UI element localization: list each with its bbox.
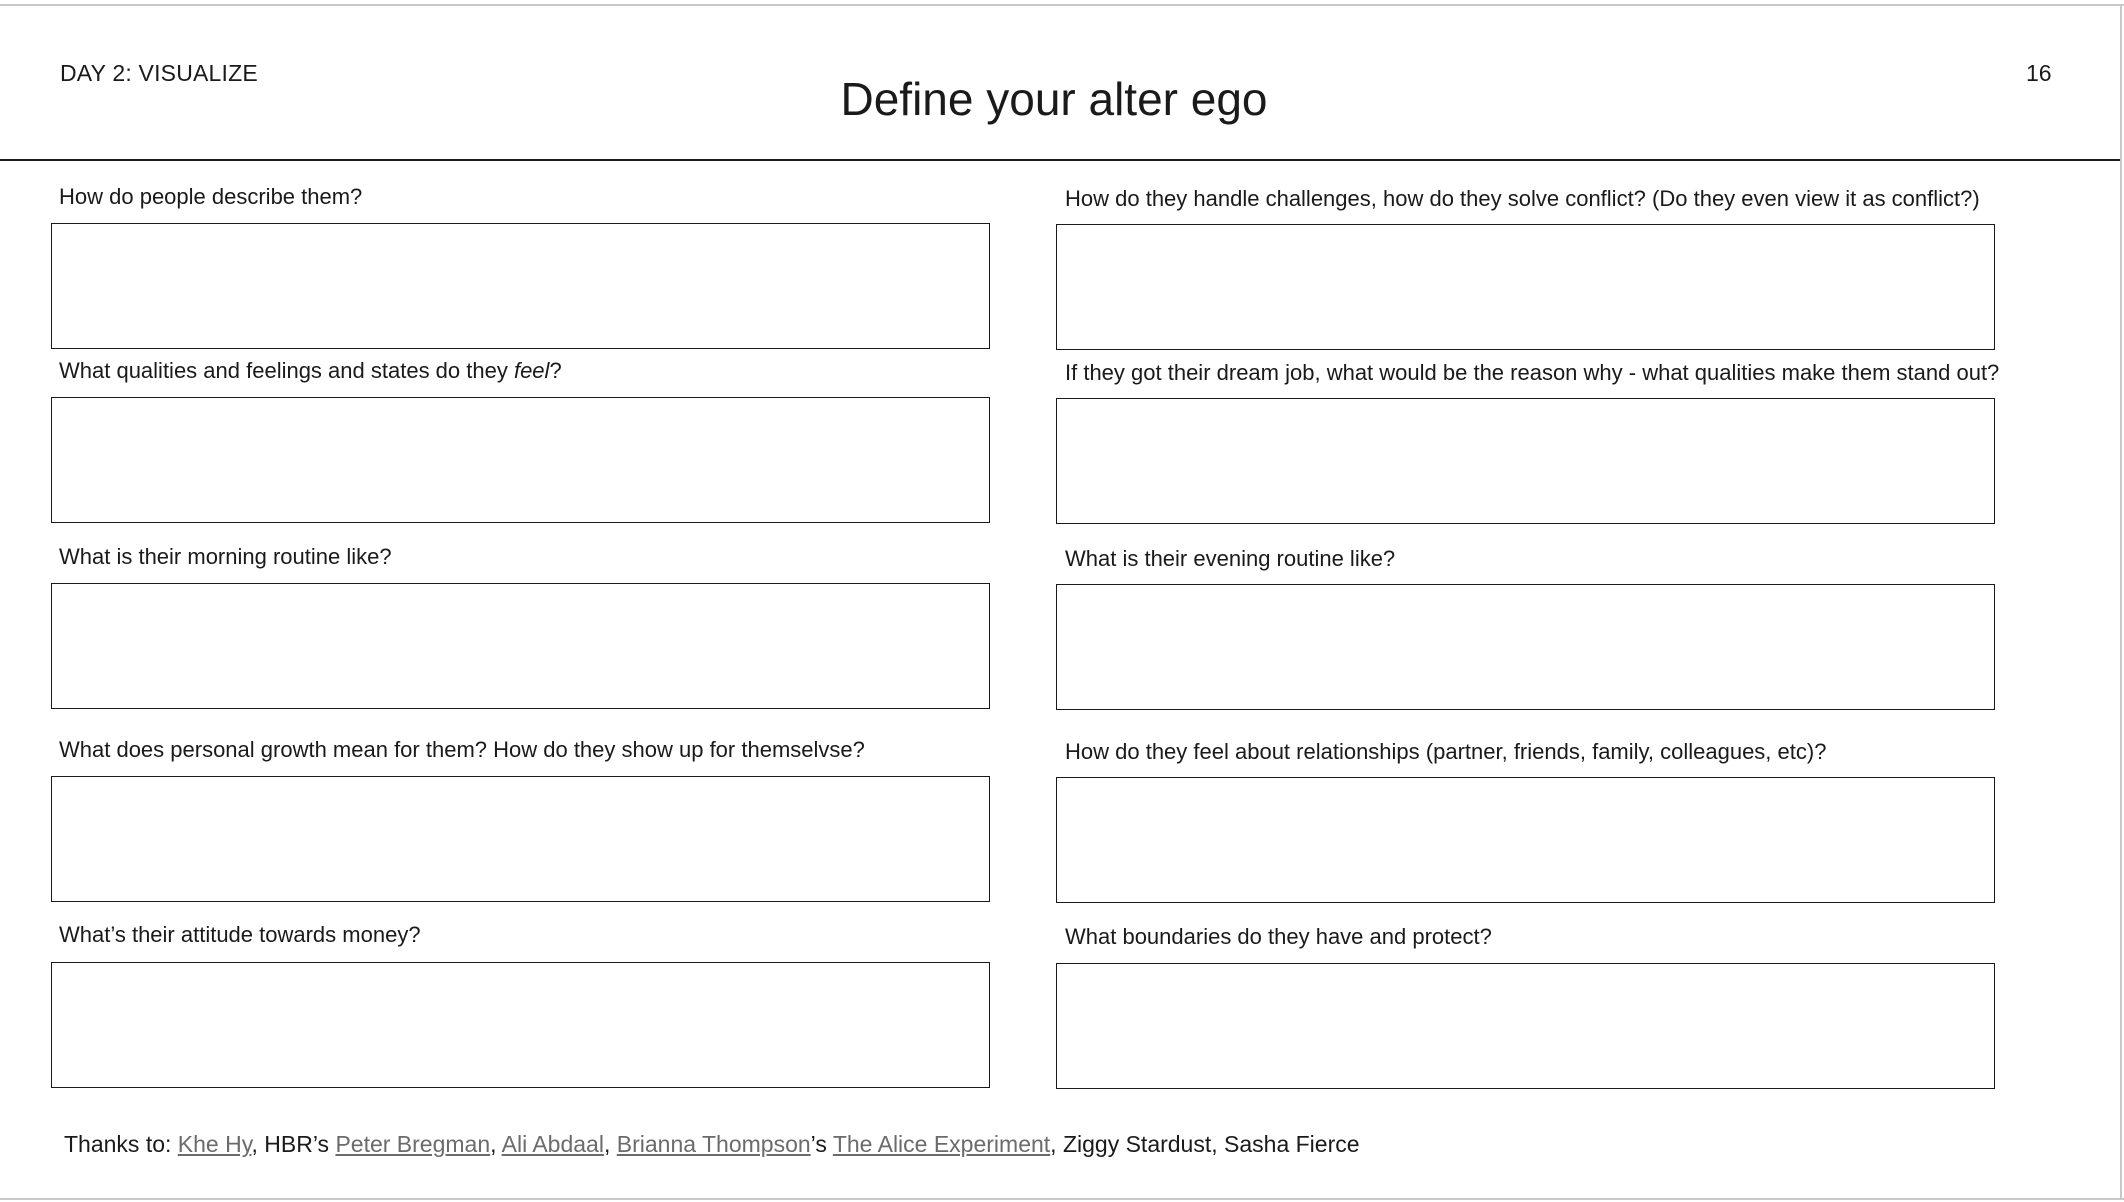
credit-link-ali-abdaal[interactable]: Ali Abdaal (501, 1131, 604, 1157)
credits-separator: , (490, 1131, 502, 1157)
question-qualities-emphasis: feel (513, 358, 550, 383)
question-evening-routine: What is their evening routine like? (1065, 546, 1396, 571)
credits-prefix: Thanks to: (64, 1131, 178, 1157)
answer-box-money[interactable] (51, 962, 990, 1088)
section-label: DAY 2: VISUALIZE (60, 60, 258, 86)
answer-box-qualities[interactable] (51, 397, 990, 523)
page-number: 16 (2026, 60, 2052, 86)
answer-box-boundaries[interactable] (1056, 963, 1995, 1089)
answer-box-morning-routine[interactable] (51, 583, 990, 709)
page-title: Define your alter ego (840, 73, 1268, 125)
credits-line (64, 1131, 1360, 1158)
page-frame-top (0, 4, 2124, 6)
page-frame-bottom (0, 1198, 2124, 1200)
question-dream-job: If they got their dream job, what would be the reason why - what qualities make them stand out? (1065, 360, 2000, 385)
credit-link-brianna-thompson[interactable]: Brianna Thompson (616, 1131, 811, 1157)
question-relationships: How do they feel about relationships (partner, friends, family, colleagues, etc)? (1065, 739, 1827, 764)
question-qualities (59, 358, 562, 384)
header-divider (0, 159, 2120, 161)
question-personal-growth: What does personal growth mean for them? How do they show up for themselvse? (59, 737, 865, 762)
question-challenges: How do they handle challenges, how do they solve conflict? (Do they even view it as conflict?) (1065, 186, 1980, 211)
answer-box-challenges[interactable] (1056, 224, 1995, 350)
credits-separator: , (603, 1131, 617, 1157)
question-morning-routine: What is their morning routine like? (59, 544, 392, 569)
question-boundaries: What boundaries do they have and protect? (1065, 924, 1492, 949)
question-qualities-text: What qualities and feelings and states do they (59, 358, 514, 383)
credits-suffix: , Ziggy Stardust, Sasha Fierce (1050, 1131, 1360, 1157)
answer-box-evening-routine[interactable] (1056, 584, 1995, 710)
credits-separator: ’s (810, 1131, 833, 1157)
credit-link-alice-experiment[interactable]: The Alice Experiment (832, 1131, 1051, 1157)
answer-box-describe[interactable] (51, 223, 990, 349)
question-describe: How do people describe them? (59, 184, 363, 209)
credit-link-peter-bregman[interactable]: Peter Bregman (335, 1131, 491, 1157)
answer-box-dream-job[interactable] (1056, 398, 1995, 524)
question-money: What’s their attitude towards money? (59, 922, 421, 947)
answer-box-personal-growth[interactable] (51, 776, 990, 902)
credits-separator: , HBR’s (251, 1131, 336, 1157)
answer-box-relationships[interactable] (1056, 777, 1995, 903)
page-frame-right (2120, 4, 2122, 1200)
question-qualities-suffix: ? (549, 358, 562, 383)
credit-link-khe-hy[interactable]: Khe Hy (177, 1131, 252, 1157)
